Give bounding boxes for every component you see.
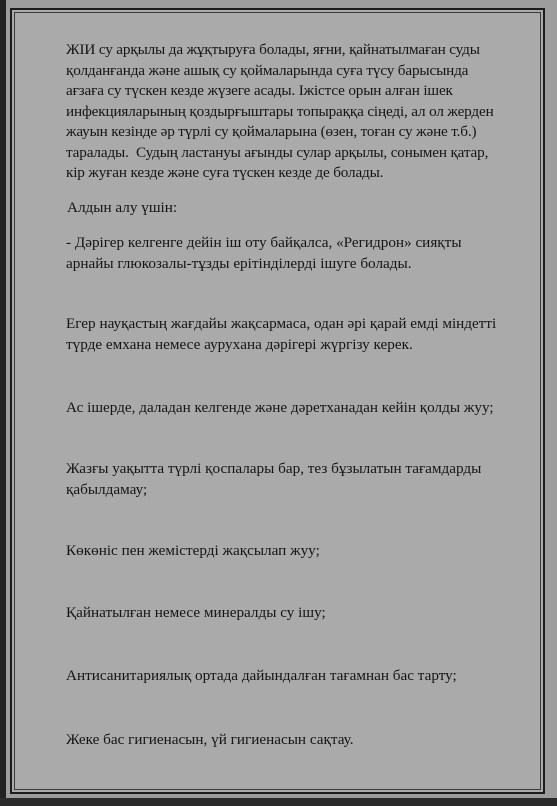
recommendation-item: Қайнатылған немесе минералды су ішу; <box>66 604 326 621</box>
recommendation-item: Жазғы уақытта түрлі қоспалары бар, тез бұзылатын тағамдарды қабылдамау; <box>66 460 482 498</box>
prevention-heading: Алдын алу үшін: <box>67 199 178 216</box>
prevention-intro: - Дәрігер келгенге дейін іш оту байқалса, «Регидрон» сияқты арнайы глюкозалы-тұзды ерітінділерді ішуге болады. <box>66 234 462 272</box>
recommendation-item: Ас ішерде, даладан келгенде және дәретханадан кейін қолды жуу; <box>66 399 494 416</box>
recommendation-item: Жеке бас гигиенасын, үй гигиенасын сақтау. <box>66 731 354 748</box>
scan-edge-left <box>0 0 6 806</box>
recommendation-item: Көкөніс пен жемістерді жақсылап жуу; <box>66 542 320 559</box>
intro-paragraph: ЖІИ су арқылы да жұқтыруға болады, яғни, қайнатылмаған суды қолданғанда және ашық су қоймаларында суға түсу барысында ағзаға су түскен кезде жүзеге асады. Іжістсе орын алған ішек инфекцияларының қоздырғыштары топыраққа сіңеді, ал ол жерден жауын кезінде әр түрлі су қоймаларына (өзен, тоған су және т.б.) таралады. Судың ластануы ағынды сулар арқылы, сонымен қатар, кір жуған кезде және суға түскен кезде де болады. <box>66 41 494 181</box>
recommendation-item: Антисанитариялық ортада дайындалған тағамнан бас тарту; <box>66 667 457 684</box>
recommendation-item: Егер науқастың жағдайы жақсармаса, одан әрі қарай емді міндетті түрде емхана немесе ауруxана дәрігері жүргізу керек. <box>66 315 497 353</box>
scan-edge-bottom <box>0 798 557 806</box>
